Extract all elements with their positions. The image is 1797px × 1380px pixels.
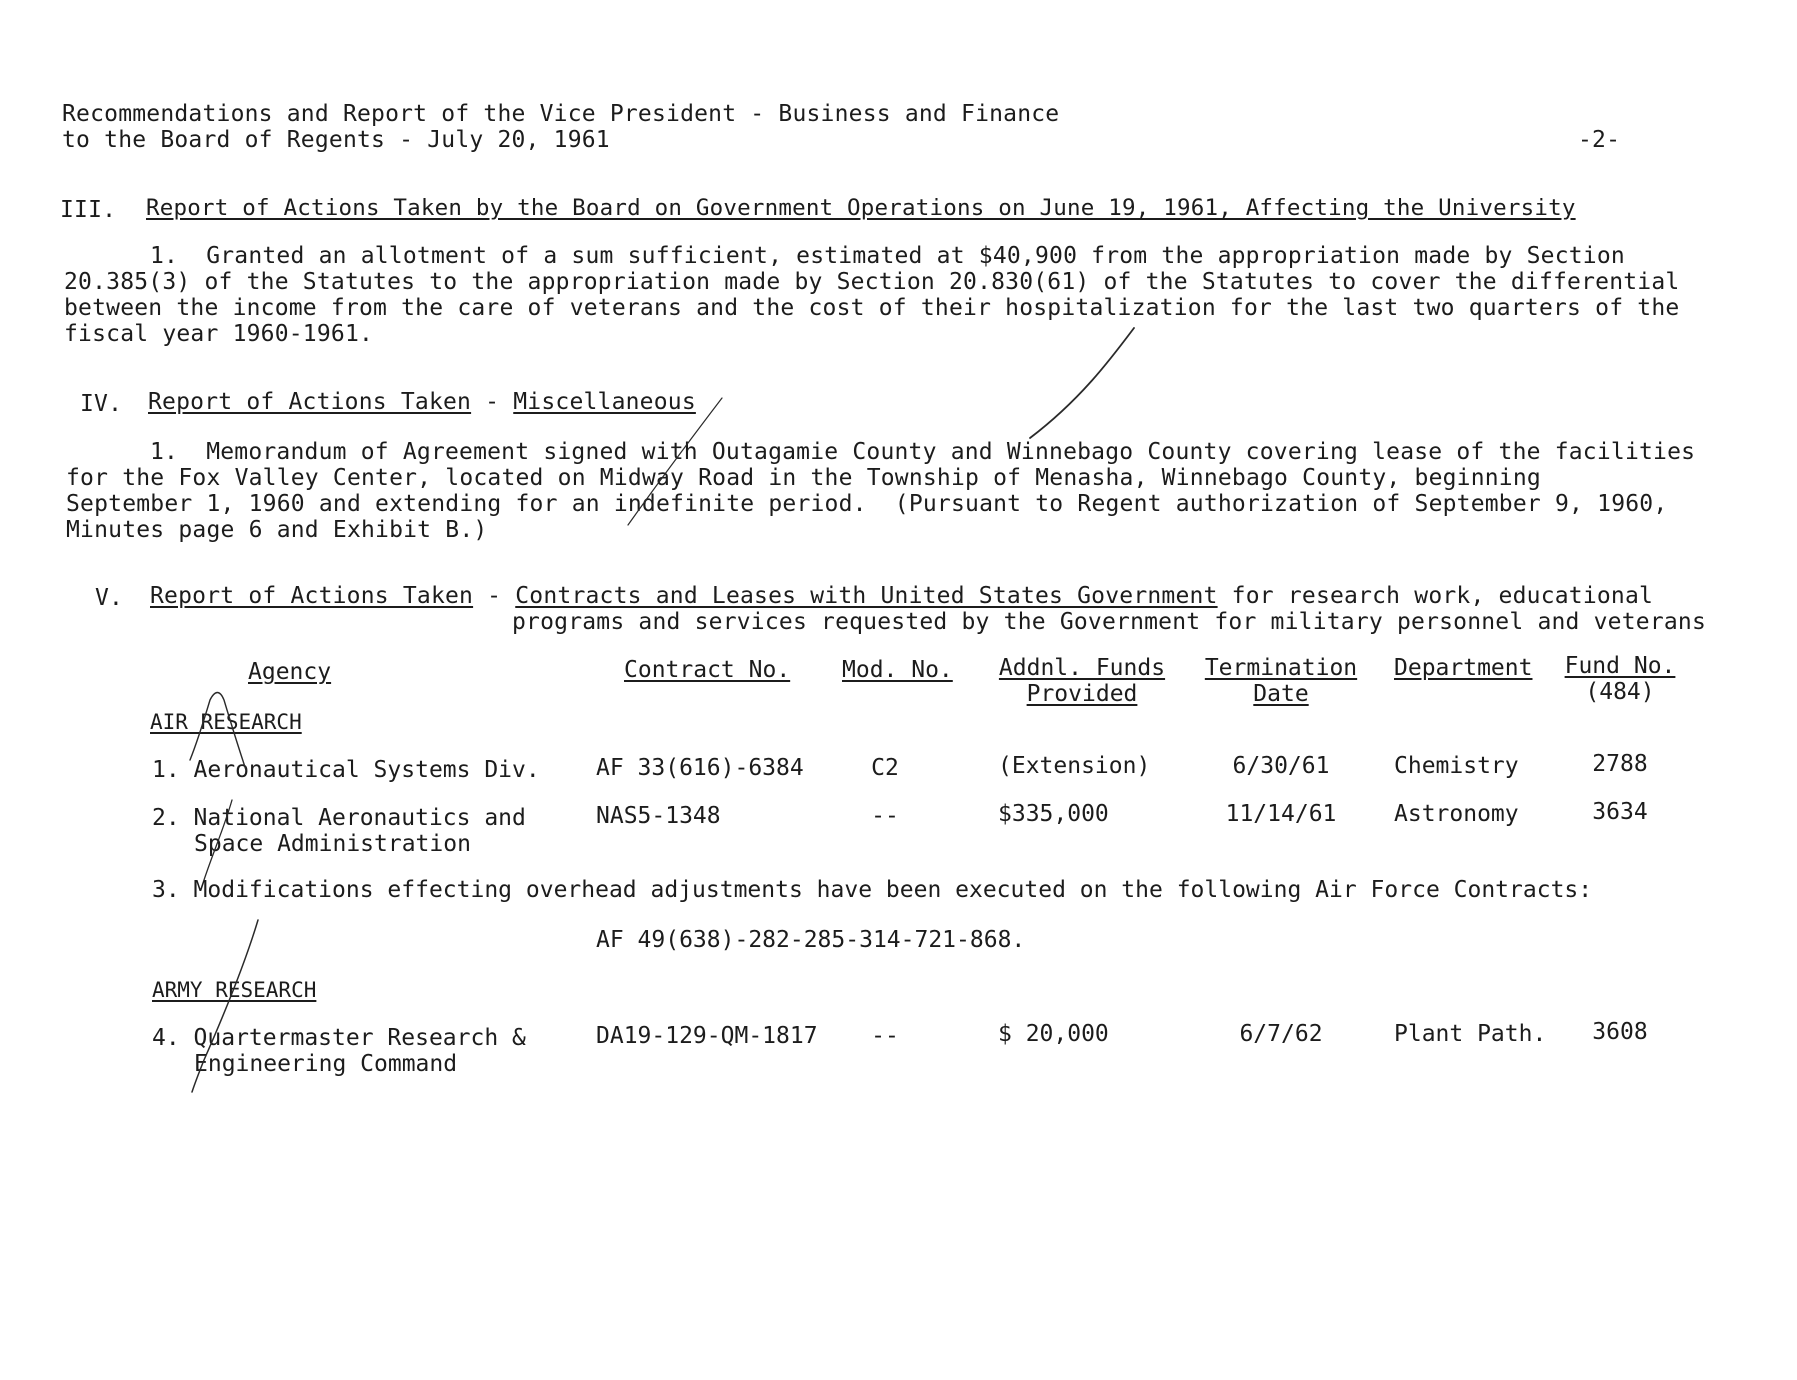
row4-funds: $ 20,000 (998, 1021, 1109, 1047)
section-v-heading-tail: for research work, educational (1217, 583, 1654, 609)
row1-fund: 2788 (1592, 751, 1648, 777)
section-iv-item1-line3: September 1, 1960 and extending for an indefinite period. (Pursuant to Regent authorization of September 9, 1960, (66, 491, 1668, 517)
header-fund-no-line1: Fund No. (1564, 653, 1676, 679)
row1-funds: (Extension) (998, 753, 1151, 779)
group-air-research: AIR RESEARCH (150, 710, 302, 734)
row4-contract: DA19-129-QM-1817 (596, 1023, 818, 1049)
section-iv-item1-line2: for the Fox Valley Center, located on Midway Road in the Township of Menasha, Winnebago County, beginning (66, 465, 1541, 491)
section-v-heading-part1: Report of Actions Taken (150, 583, 474, 609)
header-agency: Agency (248, 659, 332, 685)
section-iii-item1-line4: fiscal year 1960-1961. (64, 321, 374, 347)
row4-dept: Plant Path. (1394, 1021, 1547, 1047)
page-number: -2- (1578, 127, 1621, 153)
row1-contract: AF 33(616)-6384 (596, 755, 804, 781)
header-funds-line1: Addnl. Funds (998, 655, 1166, 681)
row2-agency-line1: 2. National Aeronautics and (152, 805, 526, 831)
section-iv-numeral: IV. (80, 391, 123, 417)
section-iv-heading-part2: Miscellaneous (513, 389, 696, 415)
section-iv-heading-part1: Report of Actions Taken (148, 389, 472, 415)
row1-mod: C2 (871, 755, 899, 781)
row2-date: 11/14/61 (1225, 801, 1337, 827)
header-termination-line2: Date (1253, 681, 1309, 707)
row1-date: 6/30/61 (1232, 753, 1330, 779)
section-iv-heading-sep: - (471, 389, 514, 415)
row1-dept: Chemistry (1394, 753, 1519, 779)
section-v-heading-sep: - (473, 583, 516, 609)
section-iv-item1-line4: Minutes page 6 and Exhibit B.) (66, 517, 488, 543)
header-funds-line2: Provided (1026, 681, 1138, 707)
section-iv-heading (148, 388, 696, 416)
item3-text: 3. Modifications effecting overhead adjustments have been executed on the following Air Force Contracts: (152, 877, 1593, 903)
section-iii-item1-line3: between the income from the care of veterans and the cost of their hospitalization for the last two quarters of the (64, 295, 1680, 321)
item3-contracts: AF 49(638)-282-285-314-721-868. (596, 927, 1026, 953)
row2-contract: NAS5-1348 (596, 803, 721, 829)
row2-dept: Astronomy (1394, 801, 1519, 827)
header-mod-no: Mod. No. (842, 657, 953, 683)
section-iii-item1-line1: 1. Granted an allotment of a sum sufficient, estimated at $40,900 from the appropriation made by Section (150, 243, 1625, 269)
header-line-1: Recommendations and Report of the Vice President - Business and Finance (62, 101, 1060, 127)
row4-agency-line1: 4. Quartermaster Research & (152, 1025, 526, 1051)
section-v-heading-part2: Contracts and Leases with United States Government (515, 583, 1218, 609)
section-iii-heading: Report of Actions Taken by the Board on Government Operations on June 19, 1961, Affecting the University (146, 195, 1576, 221)
group-army-research: ARMY RESEARCH (152, 978, 317, 1002)
row1-agency: 1. Aeronautical Systems Div. (152, 757, 540, 783)
section-v-heading (150, 582, 1653, 610)
section-iv-item1-line1: 1. Memorandum of Agreement signed with Outagamie County and Winnebago County covering lease of the facilities (150, 439, 1696, 465)
row4-fund: 3608 (1592, 1019, 1648, 1045)
row4-agency-line2: Engineering Command (194, 1051, 458, 1077)
section-v-numeral: V. (95, 585, 124, 611)
header-fund-no-line2: (484) (1585, 679, 1655, 705)
row4-mod: -- (871, 1023, 899, 1049)
header-department: Department (1394, 655, 1533, 681)
section-iii-item1-line2: 20.385(3) of the Statutes to the appropriation made by Section 20.830(61) of the Statutes to cover the differential (64, 269, 1680, 295)
header-termination-line1: Termination (1204, 655, 1358, 681)
check-mark-section-iii (1030, 328, 1134, 438)
row2-funds: $335,000 (998, 801, 1109, 827)
row2-agency-line2: Space Administration (194, 831, 471, 857)
section-iii-numeral: III. (60, 197, 117, 223)
row4-date: 6/7/62 (1239, 1021, 1323, 1047)
row2-mod: -- (871, 803, 899, 829)
row2-fund: 3634 (1592, 799, 1648, 825)
section-v-heading-line2: programs and services requested by the Government for military personnel and veterans (512, 609, 1707, 635)
header-line-2: to the Board of Regents - July 20, 1961 (62, 127, 610, 153)
header-contract-no: Contract No. (624, 657, 791, 683)
